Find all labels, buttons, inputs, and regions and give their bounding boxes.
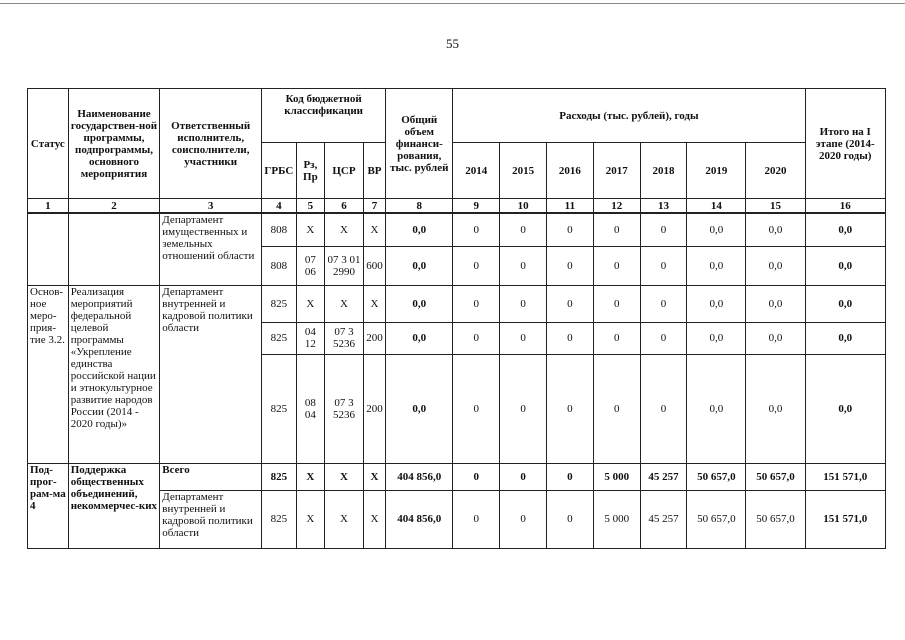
year-cell: 0 bbox=[453, 285, 500, 322]
col-number: 2 bbox=[68, 199, 160, 214]
year-cell: 0 bbox=[546, 354, 593, 463]
year-cell: 0 bbox=[500, 246, 547, 285]
col-number: 15 bbox=[746, 199, 805, 214]
grbs-cell: 825 bbox=[262, 490, 297, 548]
status-cell: Основ-ное меро-прия-тие 3.2. bbox=[28, 285, 69, 463]
year-cell: 50 657,0 bbox=[687, 490, 746, 548]
col-number: 7 bbox=[363, 199, 385, 214]
year-cell: 45 257 bbox=[640, 490, 687, 548]
executor-cell: Департамент внутренней и кадровой политики области bbox=[160, 285, 262, 463]
table-row bbox=[28, 285, 886, 322]
itogo-cell: 151 571,0 bbox=[805, 463, 886, 490]
year-cell: 0 bbox=[500, 354, 547, 463]
rzpr-cell: X bbox=[296, 463, 324, 490]
header-year: 2020 bbox=[746, 143, 805, 199]
year-cell: 0 bbox=[640, 213, 687, 246]
year-cell: 0,0 bbox=[687, 354, 746, 463]
col-number: 12 bbox=[593, 199, 640, 214]
total-cell: 0,0 bbox=[386, 213, 453, 246]
col-number: 10 bbox=[500, 199, 547, 214]
year-cell: 45 257 bbox=[640, 463, 687, 490]
year-cell: 0,0 bbox=[746, 213, 805, 246]
year-cell: 0 bbox=[546, 213, 593, 246]
col-number: 6 bbox=[325, 199, 364, 214]
header-csr: ЦСР bbox=[325, 143, 364, 199]
year-cell: 0 bbox=[453, 246, 500, 285]
itogo-cell: 0,0 bbox=[805, 354, 886, 463]
header-grbs: ГРБС bbox=[262, 143, 297, 199]
year-cell: 50 657,0 bbox=[687, 463, 746, 490]
csr-cell: X bbox=[325, 285, 364, 322]
year-cell: 0 bbox=[640, 322, 687, 354]
year-cell: 0 bbox=[500, 213, 547, 246]
year-cell: 0 bbox=[500, 490, 547, 548]
year-cell: 0,0 bbox=[687, 246, 746, 285]
executor-total-cell: Всего bbox=[160, 463, 262, 490]
name-cell: Поддержка общественных объединений, некоммерчес-ких bbox=[68, 463, 160, 548]
year-cell: 0 bbox=[546, 285, 593, 322]
year-cell: 0,0 bbox=[687, 322, 746, 354]
year-cell: 0 bbox=[546, 463, 593, 490]
csr-cell: 07 3 5236 bbox=[325, 322, 364, 354]
budget-table bbox=[27, 88, 886, 549]
year-cell: 50 657,0 bbox=[746, 463, 805, 490]
total-cell: 0,0 bbox=[386, 285, 453, 322]
total-cell: 404 856,0 bbox=[386, 463, 453, 490]
top-rule bbox=[0, 3, 905, 4]
csr-cell: X bbox=[325, 463, 364, 490]
vr-cell: 200 bbox=[363, 354, 385, 463]
total-cell: 0,0 bbox=[386, 322, 453, 354]
year-cell: 0 bbox=[593, 322, 640, 354]
vr-cell: X bbox=[363, 213, 385, 246]
column-number-row bbox=[28, 199, 886, 214]
vr-cell: X bbox=[363, 490, 385, 548]
rzpr-cell: 07 06 bbox=[296, 246, 324, 285]
year-cell: 0 bbox=[546, 490, 593, 548]
grbs-cell: 825 bbox=[262, 322, 297, 354]
year-cell: 0 bbox=[546, 322, 593, 354]
header-total-fin: Общий объем финанси-рования, тыс. рублей bbox=[386, 89, 453, 199]
page-number: 55 bbox=[446, 36, 459, 51]
status-cell: Под-прог-рам-ма 4 bbox=[28, 463, 69, 548]
vr-cell: X bbox=[363, 463, 385, 490]
rzpr-cell: X bbox=[296, 285, 324, 322]
rzpr-cell: X bbox=[296, 213, 324, 246]
year-cell: 0 bbox=[453, 213, 500, 246]
year-cell: 0 bbox=[500, 322, 547, 354]
year-cell: 0 bbox=[500, 463, 547, 490]
year-cell: 50 657,0 bbox=[746, 490, 805, 548]
year-cell: 0 bbox=[546, 246, 593, 285]
year-cell: 0,0 bbox=[746, 322, 805, 354]
header-status: Статус bbox=[28, 89, 69, 199]
header-year: 2014 bbox=[453, 143, 500, 199]
rzpr-cell: 04 12 bbox=[296, 322, 324, 354]
executor-cell: Департамент внутренней и кадровой политики области bbox=[160, 490, 262, 548]
year-cell: 0 bbox=[593, 354, 640, 463]
header-year: 2017 bbox=[593, 143, 640, 199]
col-number: 1 bbox=[28, 199, 69, 214]
header-year: 2018 bbox=[640, 143, 687, 199]
grbs-cell: 808 bbox=[262, 246, 297, 285]
itogo-cell: 0,0 bbox=[805, 246, 886, 285]
year-cell: 0 bbox=[640, 354, 687, 463]
vr-cell: 200 bbox=[363, 322, 385, 354]
col-number: 8 bbox=[386, 199, 453, 214]
table-row bbox=[28, 213, 886, 246]
csr-cell: 07 3 01 2990 bbox=[325, 246, 364, 285]
col-number: 3 bbox=[160, 199, 262, 214]
col-number: 14 bbox=[687, 199, 746, 214]
col-number: 4 bbox=[262, 199, 297, 214]
year-cell: 0 bbox=[453, 490, 500, 548]
header-expenses: Расходы (тыс. рублей), годы bbox=[453, 89, 805, 143]
year-cell: 0 bbox=[500, 285, 547, 322]
header-year: 2019 bbox=[687, 143, 746, 199]
grbs-cell: 825 bbox=[262, 463, 297, 490]
itogo-cell: 151 571,0 bbox=[805, 490, 886, 548]
header-rzpr: Рз, Пр bbox=[296, 143, 324, 199]
year-cell: 0,0 bbox=[687, 213, 746, 246]
year-cell: 0,0 bbox=[746, 285, 805, 322]
year-cell: 0 bbox=[593, 285, 640, 322]
table-row bbox=[28, 463, 886, 490]
col-number: 13 bbox=[640, 199, 687, 214]
year-cell: 0 bbox=[453, 354, 500, 463]
total-cell: 404 856,0 bbox=[386, 490, 453, 548]
grbs-cell: 825 bbox=[262, 285, 297, 322]
header-year: 2015 bbox=[500, 143, 547, 199]
header-year: 2016 bbox=[546, 143, 593, 199]
header-name: Наименование государствен-ной программы, подпрограммы, основного мероприятия bbox=[68, 89, 160, 199]
year-cell: 0 bbox=[593, 213, 640, 246]
grbs-cell: 808 bbox=[262, 213, 297, 246]
itogo-cell: 0,0 bbox=[805, 285, 886, 322]
name-cell: Реализация мероприятий федеральной целевой программы «Укрепление единства российской нации и этнокультурное развитие народов России (2014 - 2020 годы)» bbox=[68, 285, 160, 463]
total-cell: 0,0 bbox=[386, 354, 453, 463]
executor-cell: Департамент имущественных и земельных отношений области bbox=[160, 213, 262, 285]
col-number: 11 bbox=[546, 199, 593, 214]
csr-cell: 07 3 5236 bbox=[325, 354, 364, 463]
year-cell: 0,0 bbox=[746, 354, 805, 463]
year-cell: 0 bbox=[453, 463, 500, 490]
year-cell: 0 bbox=[640, 285, 687, 322]
csr-cell: X bbox=[325, 213, 364, 246]
total-cell: 0,0 bbox=[386, 246, 453, 285]
vr-cell: 600 bbox=[363, 246, 385, 285]
header-executor: Ответственный исполнитель, соисполнители, участники bbox=[160, 89, 262, 199]
header-vr: ВР bbox=[363, 143, 385, 199]
status-cell bbox=[28, 213, 69, 285]
year-cell: 5 000 bbox=[593, 490, 640, 548]
itogo-cell: 0,0 bbox=[805, 322, 886, 354]
year-cell: 0,0 bbox=[746, 246, 805, 285]
rzpr-cell: X bbox=[296, 490, 324, 548]
grbs-cell: 825 bbox=[262, 354, 297, 463]
col-number: 5 bbox=[296, 199, 324, 214]
year-cell: 0 bbox=[640, 246, 687, 285]
rzpr-cell: 08 04 bbox=[296, 354, 324, 463]
csr-cell: X bbox=[325, 490, 364, 548]
year-cell: 5 000 bbox=[593, 463, 640, 490]
vr-cell: X bbox=[363, 285, 385, 322]
name-cell bbox=[68, 213, 160, 285]
year-cell: 0 bbox=[593, 246, 640, 285]
year-cell: 0,0 bbox=[687, 285, 746, 322]
col-number: 16 bbox=[805, 199, 886, 214]
itogo-cell: 0,0 bbox=[805, 213, 886, 246]
col-number: 9 bbox=[453, 199, 500, 214]
header-itogo: Итого на I этапе (2014-2020 годы) bbox=[805, 89, 886, 199]
year-cell: 0 bbox=[453, 322, 500, 354]
header-code-group: Код бюджетной классификации bbox=[262, 89, 386, 143]
